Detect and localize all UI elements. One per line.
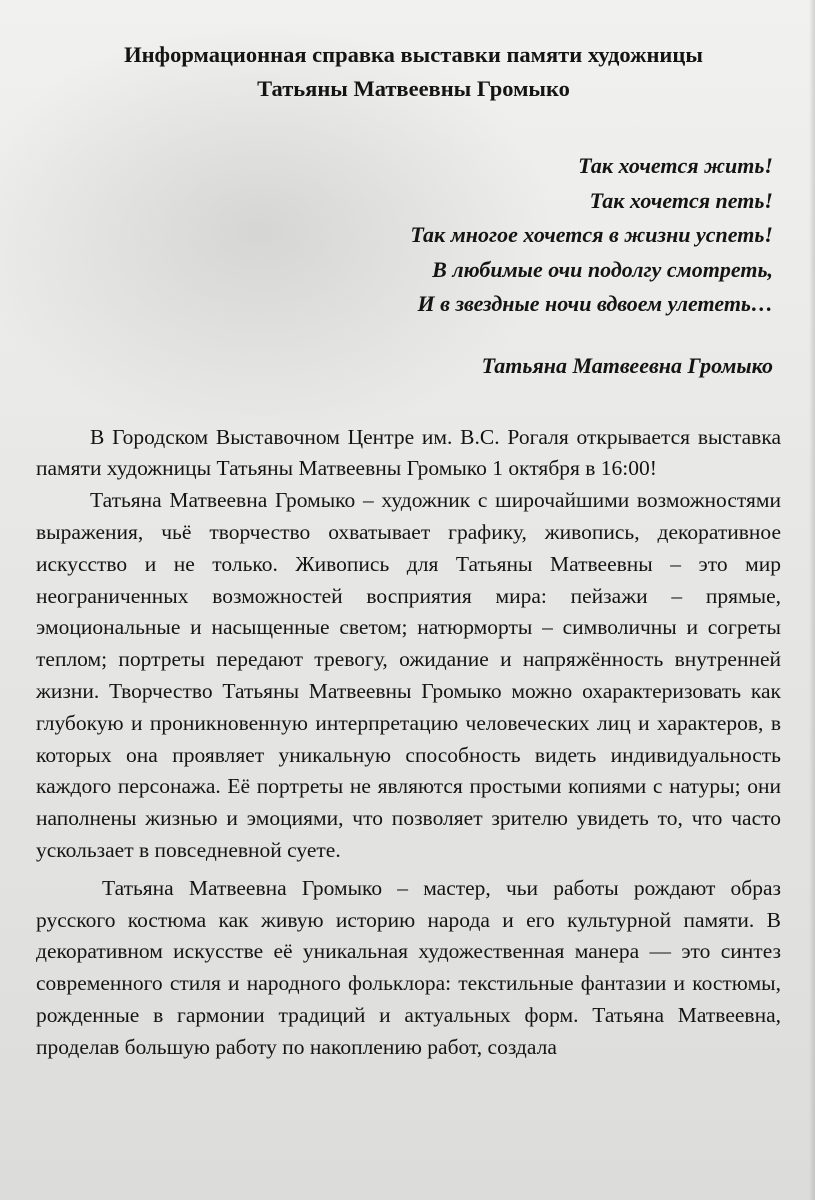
epigraph-line: В любимые очи подолгу смотреть,: [432, 256, 773, 282]
epigraph-line: Так хочется петь!: [589, 187, 773, 213]
epigraph-poem: [36, 149, 781, 384]
epigraph-line: Так многое хочется в жизни успеть!: [410, 222, 773, 248]
body-text: [36, 422, 781, 1064]
page-edge-shadow: [809, 0, 815, 1200]
paragraph-artist-description: Татьяна Матвеевна Громыко – художник с широчайшими возможностями выражения, чьё творчество охватывает графику, живопись, декоративное искусство и не только. Живопись для Татьяны Матвеевны – это мир неограниченных возможностей восприятия мира: пейзажи – прямые, эмоциональные и насыщенные светом; натюрморты – символичны и согреты теплом; портреты передают тревогу, ожидание и напряжённость внутренней жизни. Творчество Татьяны Матвеевны Громыко можно охарактеризовать как глубокую и проникновенную интерпретацию человеческих лиц и характеров, в которых она проявляет уникальную способность видеть индивидуальность каждого персонажа. Её портреты не являются простыми копиями с натуры; они наполнены жизнью и эмоциями, что позволяет зрителю увидеть то, что часто ускользает в повседневной суете.: [36, 488, 781, 862]
epigraph-author: Татьяна Матвеевна Громыко: [481, 352, 773, 378]
title-line-2: Татьяны Матвеевны Громыко: [257, 76, 570, 101]
paragraph-opening-announcement: В Городском Выставочном Центре им. В.С. Рогаля открывается выставка памяти художницы Татьяны Матвеевны Громыко 1 октября в 16:00!: [36, 424, 781, 481]
paragraph-decorative-art: Татьяна Матвеевна Громыко – мастер, чьи работы рождают образ русского костюма как живую историю народа и его культурной памяти. В декоративном искусстве её уникальная художественная манера — это синтез современного стиля и народного фольклора: текстильные фантазии и костюмы, рожденные в гармонии традиций и актуальных форм. Татьяна Матвеевна, проделав большую работу по накоплению работ, создала: [36, 875, 781, 1059]
title-line-1: Информационная справка выставки памяти художницы: [124, 42, 703, 67]
epigraph-line: И в звездные ночи вдвоем улететь…: [417, 291, 773, 317]
document-title: [36, 38, 781, 106]
epigraph-line: Так хочется жить!: [578, 153, 773, 178]
